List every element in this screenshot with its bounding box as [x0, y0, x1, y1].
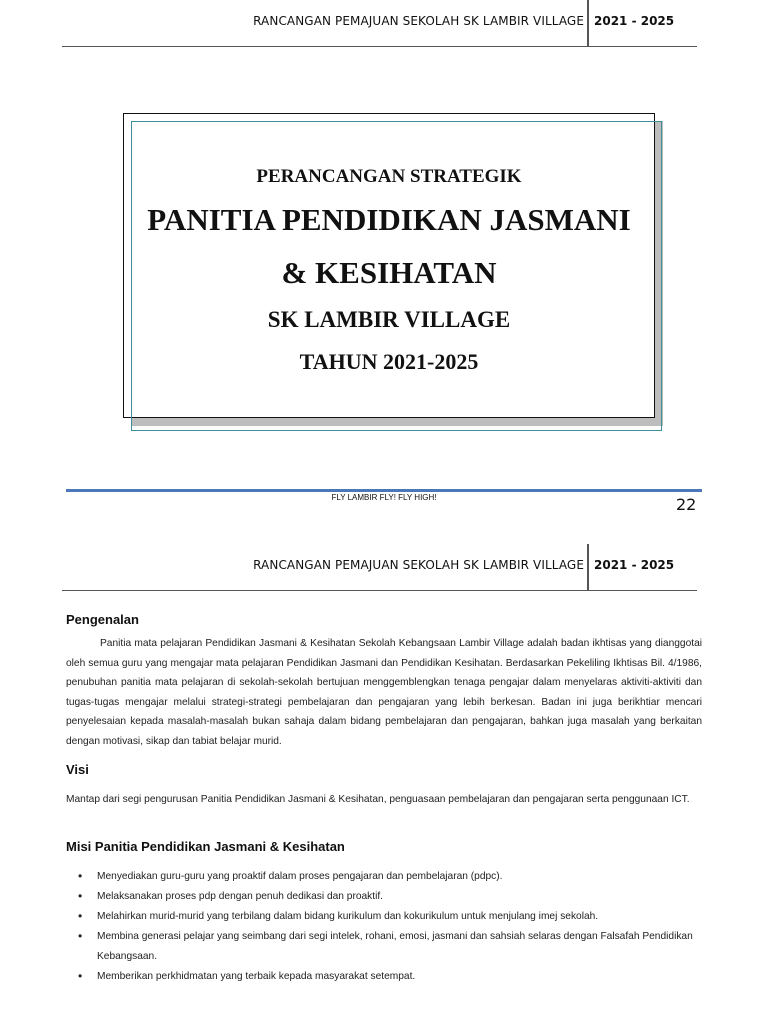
- intro-paragraph: Panitia mata pelajaran Pendidikan Jasmani & Kesihatan Sekolah Kebangsaan Lambir Village adalah badan ikhtisas yang dianggotai oleh semua guru yang mengajar mata pelajaran Pendidikan Jasmani dan Pendidikan Kesihatan. Berdasarkan Pekeliling Ikhtisas Bil. 4/1986, penubuhan panitia mata pelajaran di sekolah-sekolah bertujuan menggemblengkan tenaga pengajar dalam menyelaras aktiviti-aktiviti dan tugas-tugas mengajar melalui strategi-strategi pembelajaran dan pengajaran yang lebih berkesan. Badan ini juga berikhtiar mencari penyelesaian kepada masalah-masalah bukan sahaja dalam bidang pembelajaran dan pengajaran, bahkan juga masalah yang berkaitan dengan motivasi, sikap dan tabiat belajar murid.: [66, 638, 702, 747]
- section-heading-misi: Misi Panitia Pendidikan Jasmani & Kesihatan: [66, 839, 345, 854]
- page-header: [62, 544, 697, 591]
- header-divider: [587, 0, 589, 46]
- cover-title-line2: & KESIHATAN: [281, 255, 497, 290]
- section-heading-visi: Visi: [66, 762, 89, 777]
- list-item: [66, 967, 702, 987]
- list-item: [66, 867, 702, 887]
- bullet-icon: •: [78, 909, 83, 924]
- list-item-text: Memberikan perkhidmatan yang terbaik kepada masyarakat setempat.: [97, 970, 416, 982]
- header-title: RANCANGAN PEMAJUAN SEKOLAH SK LAMBIR VILLAGE: [253, 14, 584, 28]
- header-divider: [587, 544, 589, 590]
- list-item: [66, 927, 702, 966]
- visi-paragraph: Mantap dari segi pengurusan Panitia Pendidikan Jasmani & Kesihatan, penguasaan pembelajaran dan pengajaran serta penggunaan ICT.: [66, 794, 690, 805]
- misi-list: [66, 867, 702, 987]
- footer-motto: FLY LAMBIR FLY! FLY HIGH!: [331, 493, 437, 502]
- bullet-icon: •: [78, 889, 83, 904]
- section-heading-intro: Pengenalan: [66, 612, 139, 627]
- page-header: [62, 0, 697, 47]
- list-item-text: Menyediakan guru-guru yang proaktif dalam proses pengajaran dan pembelajaran (pdpc).: [97, 871, 503, 882]
- list-item-text: Melaksanakan proses pdp dengan penuh dedikasi dan proaktif.: [97, 891, 384, 903]
- cover-box: [123, 113, 655, 418]
- header-title: RANCANGAN PEMAJUAN SEKOLAH SK LAMBIR VILLAGE: [253, 558, 584, 572]
- cover-school: SK LAMBIR VILLAGE: [267, 307, 511, 332]
- cover-subtitle: PERANCANGAN STRATEGIK: [256, 166, 522, 187]
- list-item-text: Membina generasi pelajar yang seimbang dari segi intelek, rohani, emosi, jasmani dan sahsiah selaras dengan Falsafah Pendidikan Kebangsaan.: [97, 931, 693, 962]
- footer-rule: [66, 489, 702, 492]
- list-item: [66, 907, 702, 927]
- list-item: [66, 887, 702, 907]
- bullet-icon: •: [78, 929, 83, 944]
- page-number: 22: [676, 495, 697, 514]
- header-year: 2021 - 2025: [594, 14, 675, 28]
- bullet-icon: •: [78, 869, 83, 883]
- cover-title-line1: PANITIA PENDIDIKAN JASMANI: [147, 202, 631, 237]
- cover-year: TAHUN 2021-2025: [299, 349, 479, 374]
- header-year: 2021 - 2025: [594, 558, 675, 572]
- bullet-icon: •: [78, 968, 83, 983]
- list-item-text: Melahirkan murid-murid yang terbilang dalam bidang kurikulum dan kokurikulum untuk menjulang imej sekolah.: [97, 911, 599, 923]
